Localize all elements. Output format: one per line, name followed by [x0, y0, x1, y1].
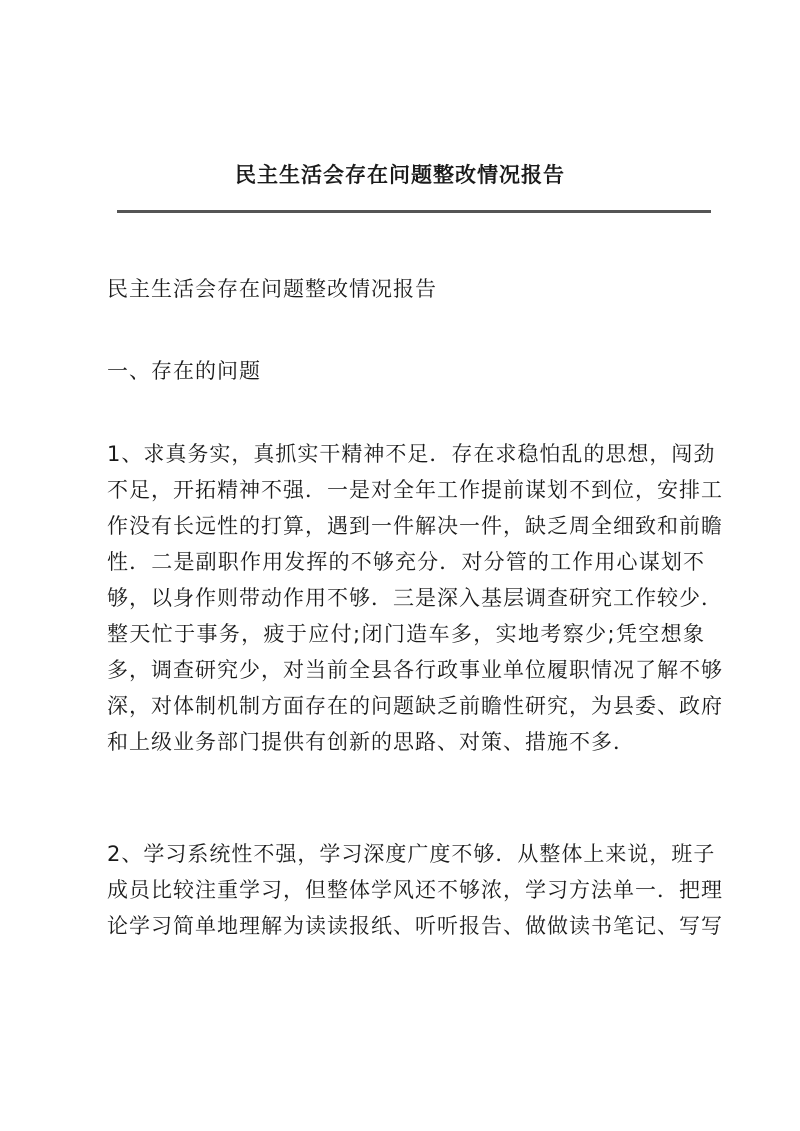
paragraph-line: 深，对体制机制方面存在的问题缺乏前瞻性研究，为县委、政府	[107, 694, 723, 718]
title-underline-divider	[117, 210, 711, 213]
paragraph-line: 成员比较注重学习，但整体学风还不够浓，学习方法单一．把理	[107, 878, 723, 902]
paragraph-line: 作没有长远性的打算，遇到一件解决一件，缺乏周全细致和前瞻	[107, 514, 723, 538]
paragraph-line: 整天忙于事务，疲于应付;闭门造车多，实地考察少;凭空想象	[107, 622, 705, 646]
paragraph-line: 2、学习系统性不强，学习深度广度不够．从整体上来说，班子	[107, 842, 716, 866]
section-heading: 一、存在的问题	[107, 359, 261, 383]
paragraph-line: 多，调查研究少，对当前全县各行政事业单位履职情况了解不够	[107, 658, 723, 682]
paragraph-item-2	[107, 836, 723, 944]
paragraph-line: 性．二是副职作用发挥的不够充分．对分管的工作用心谋划不	[107, 550, 705, 574]
paragraph-line: 1、求真务实，真抓实干精神不足．存在求稳怕乱的思想，闯劲	[107, 442, 716, 466]
paragraph-line: 论学习简单地理解为读读报纸、听听报告、做做读书笔记、写写	[107, 914, 723, 938]
paragraph-line: 和上级业务部门提供有创新的思路、对策、措施不多．	[107, 730, 635, 754]
paragraph-line: 够，以身作则带动作用不够．三是深入基层调查研究工作较少．	[107, 586, 723, 610]
document-subtitle: 民主生活会存在问题整改情况报告	[107, 277, 437, 301]
paragraph-line: 不足，开拓精神不强．一是对全年工作提前谋划不到位，安排工	[107, 478, 723, 502]
document-title: 民主生活会存在问题整改情况报告	[235, 162, 565, 187]
paragraph-item-1	[107, 436, 723, 760]
